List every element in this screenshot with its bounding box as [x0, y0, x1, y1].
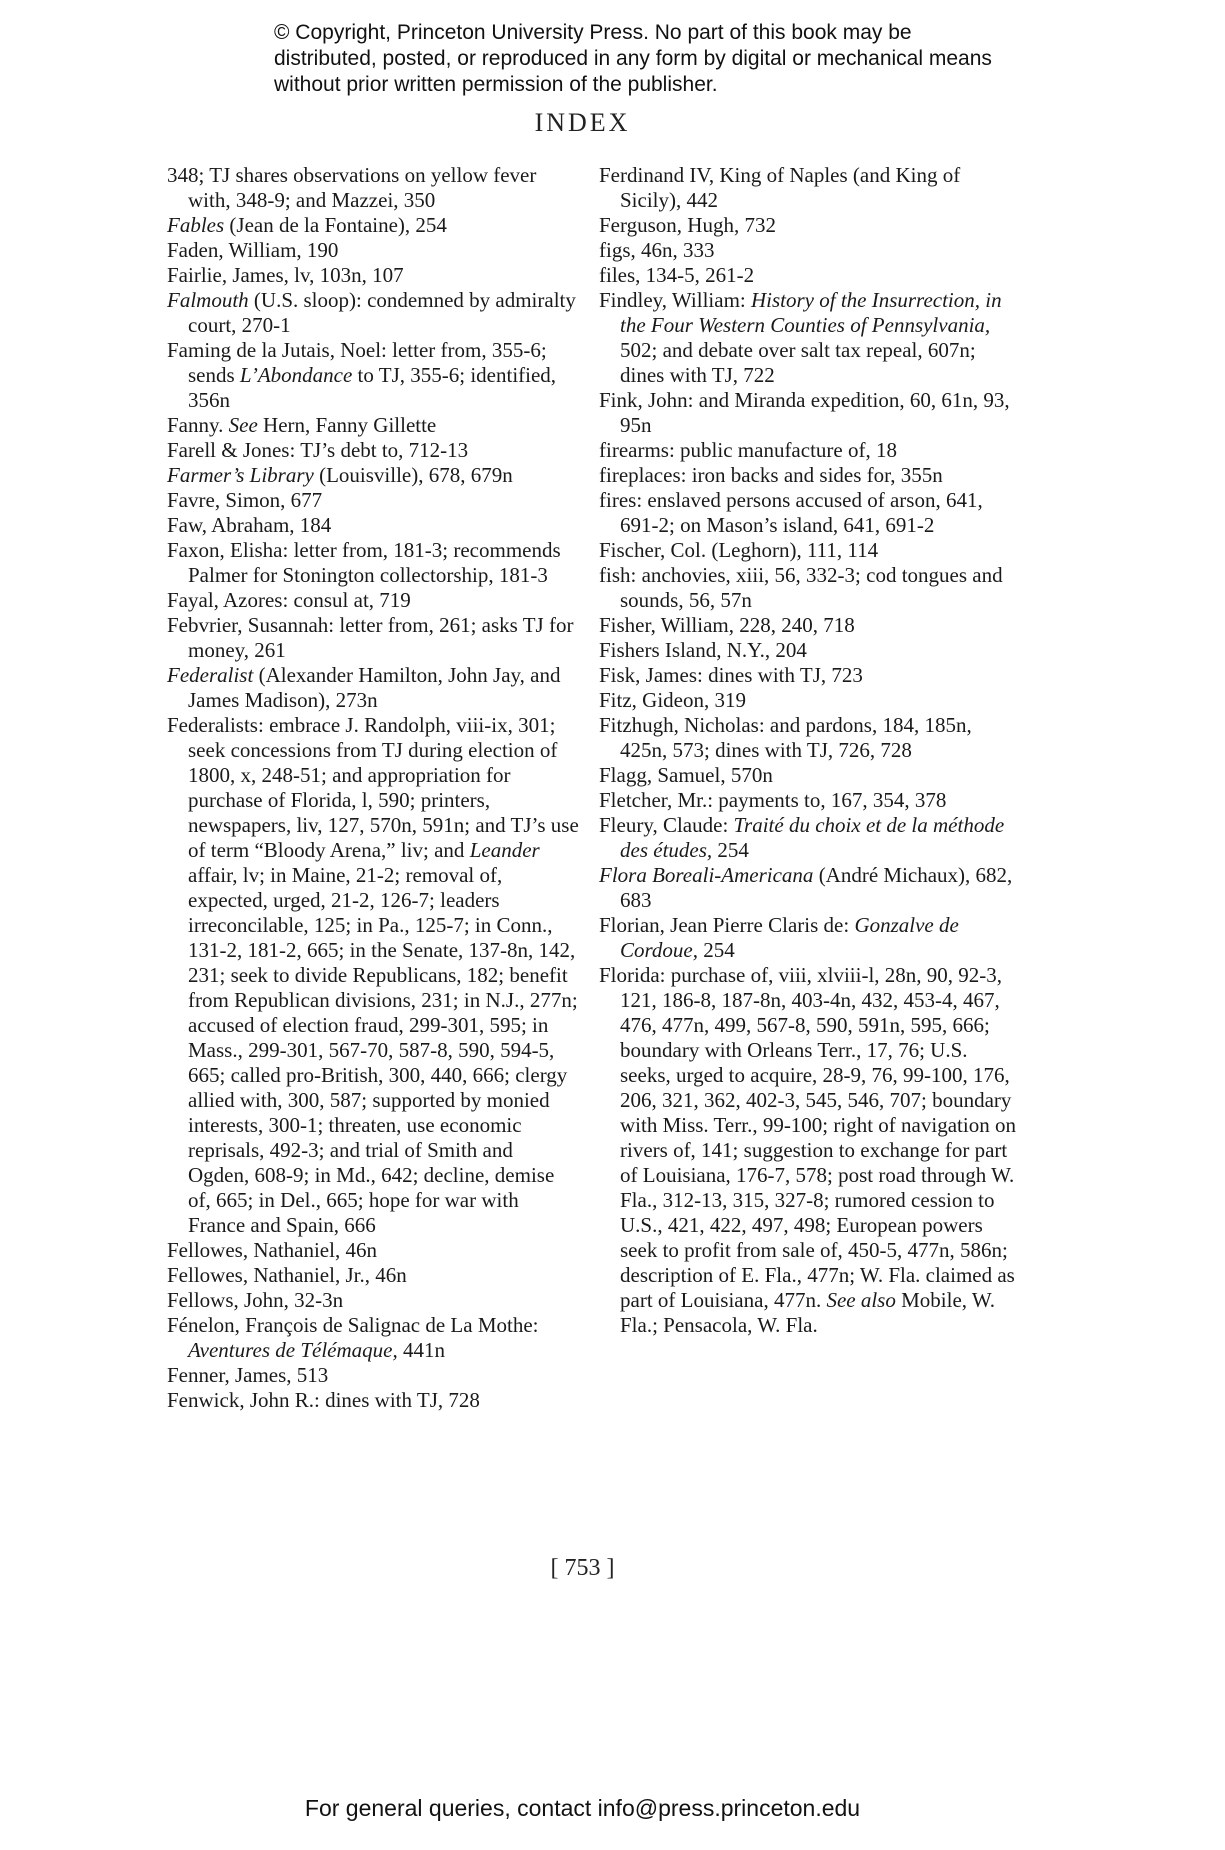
index-entry-text: affair, lv; in Maine, 21-2; removal of, expected, urged, 21-2, 126-7; leaders irreconcilable, 125; in Pa., 125-7; in Conn., 131-2, 181-2, 665; in the Senate, 137-8n, 142, 231; seek to divide Republicans, 182; benefit from Republican divisions, 231; in N.J., 277n; accused of election fraud, 299-301, 595; in Mass., 299-301, 567-70, 587-8, 590, 594-5, 665; called pro-British, 300, 440, 666; clergy allied with, 300, 587; supported by monied interests, 300-1; threaten, use economic reprisals, 492-3; and trial of Smith and Ogden, 608-9; in Md., 642; decline, demise of, 665; in Del., 665; hope for war with France and Spain, 666: [188, 863, 578, 1237]
index-entry: [167, 238, 579, 263]
index-entry-text: 348; TJ shares observations on yellow fever with, 348-9; and Mazzei, 350: [167, 163, 537, 212]
index-entry: [599, 438, 1017, 463]
index-entry: [599, 663, 1017, 688]
index-entry-text: Farell & Jones: TJ’s debt to, 712-13: [167, 438, 469, 462]
index-entry-text: Mobile, W. Fla.; Pensacola, W. Fla.: [620, 1288, 996, 1337]
index-entry: [167, 713, 579, 1238]
index-entry: [167, 538, 579, 588]
index-entry-text: Faxon, Elisha: letter from, 181-3; recommends Palmer for Stonington collectorship, 181-3: [167, 538, 561, 587]
index-entry-text: fires: enslaved persons accused of arson, 641, 691-2; on Mason’s island, 641, 691-2: [599, 488, 983, 537]
index-entry-text: Florida: purchase of, viii, xlviii-l, 28n, 90, 92-3, 121, 186-8, 187-8n, 403-4n, 432, 453-4, 467, 476, 477n, 499, 567-8, 590, 591n, 595, 666; boundary with Orleans Terr., 17, 76; U.S. seeks, urged to acquire, 28-9, 76, 99-100, 176, 206, 321, 362, 402-3, 545, 546, 707; boundary with Miss. Terr., 99-100; right of navigation on rivers of, 141; suggestion to exchange for part of Louisiana, 176-7, 578; post road through W. Fla., 312-13, 315, 327-8; rumored cession to U.S., 421, 422, 497, 498; European powers seek to profit from sale of, 450-5, 477n, 586n; description of E. Fla., 477n; W. Fla. claimed as part of Louisiana, 477n.: [599, 963, 1016, 1312]
index-entry-text: Fayal, Azores: consul at, 719: [167, 588, 411, 612]
index-entry-text: Fisk, James: dines with TJ, 723: [599, 663, 863, 687]
index-entry: [599, 613, 1017, 638]
index-entry: [167, 1363, 579, 1388]
index-entry: [599, 638, 1017, 663]
index-entry-italic-text: See: [228, 413, 258, 437]
index-entry-text: Fenner, James, 513: [167, 1363, 329, 1387]
index-entry-text: Ferguson, Hugh, 732: [599, 213, 776, 237]
index-entry: [167, 288, 579, 338]
index-entry-text: 502; and debate over salt tax repeal, 607n; dines with TJ, 722: [620, 338, 976, 387]
index-entry: [599, 963, 1017, 1338]
index-entry: [599, 563, 1017, 613]
index-entry-text: Faw, Abraham, 184: [167, 513, 332, 537]
index-entry-text: Fleury, Claude:: [599, 813, 734, 837]
index-entry-text: (U.S. sloop): condemned by admiralty court, 270-1: [188, 288, 576, 337]
index-entry-text: Faden, William, 190: [167, 238, 339, 262]
index-entry: [599, 238, 1017, 263]
index-entry: [167, 163, 579, 213]
index-entry-text: (Alexander Hamilton, John Jay, and James Madison), 273n: [188, 663, 561, 712]
index-entry-text: Fletcher, Mr.: payments to, 167, 354, 378: [599, 788, 947, 812]
index-entry-text: Fellowes, Nathaniel, Jr., 46n: [167, 1263, 407, 1287]
index-entry-text: fish: anchovies, xiii, 56, 332-3; cod tongues and sounds, 56, 57n: [599, 563, 1003, 612]
index-entry-text: Findley, William:: [599, 288, 751, 312]
index-column-left: [167, 163, 579, 1413]
index-entry-italic-text: Fables: [167, 213, 225, 237]
index-entry-text: Fitz, Gideon, 319: [599, 688, 746, 712]
index-entry-text: Fellowes, Nathaniel, 46n: [167, 1238, 377, 1262]
index-entry-text: fireplaces: iron backs and sides for, 355n: [599, 463, 943, 487]
index-entry: [167, 263, 579, 288]
index-entry-text: 441n: [397, 1338, 445, 1362]
index-entry-italic-text: Aventures de Télémaque,: [188, 1338, 398, 1362]
index-entry-text: Fénelon, François de Salignac de La Mothe:: [167, 1313, 539, 1337]
index-entry-text: Faming de la Jutais, Noel: letter from, 355-6; sends: [167, 338, 547, 387]
index-entry-text: Hern, Fanny Gillette: [257, 413, 437, 437]
index-entry-text: Fishers Island, N.Y., 204: [599, 638, 807, 662]
index-entry: [599, 213, 1017, 238]
index-entry-text: Fink, John: and Miranda expedition, 60, 61n, 93, 95n: [599, 388, 1010, 437]
index-entry: [167, 1388, 579, 1413]
index-entry-text: Favre, Simon, 677: [167, 488, 323, 512]
page-number: [ 753 ]: [550, 1555, 615, 1581]
index-entry-text: Federalists: embrace J. Randolph, viii-ix, 301; seek concessions from TJ during election of 1800, x, 248-51; and appropriation for purchase of Florida, l, 590; printers, newspapers, liv, 127, 570n, 591n; and TJ’s use of term “Bloody Arena,” liv; and: [167, 713, 579, 862]
index-entry: [167, 1313, 579, 1363]
index-entry: [599, 688, 1017, 713]
index-entry: [599, 913, 1017, 963]
footer-contact: For general queries, contact info@press.princeton.edu: [304, 1795, 861, 1821]
index-entry-text: (Louisville), 678, 679n: [313, 463, 513, 487]
index-entry: [167, 1263, 579, 1288]
index-entry: [599, 813, 1017, 863]
index-entry-italic-text: Leander: [469, 838, 540, 862]
index-entry-text: Florian, Jean Pierre Claris de:: [599, 913, 855, 937]
index-entry-italic-text: See also: [826, 1288, 896, 1312]
index-entry-italic-text: L’Abondance: [239, 363, 353, 387]
index-entry-text: files, 134-5, 261-2: [599, 263, 755, 287]
index-entry: [599, 538, 1017, 563]
index-entry-text: Fitzhugh, Nicholas: and pardons, 184, 185n, 425n, 573; dines with TJ, 726, 728: [599, 713, 972, 762]
index-entry: [599, 713, 1017, 763]
index-entry: [599, 263, 1017, 288]
index-entry-text: Fairlie, James, lv, 103n, 107: [167, 263, 404, 287]
index-entry-text: 254: [712, 838, 749, 862]
index-entry-text: (André Michaux), 682, 683: [620, 863, 1013, 912]
page-title: INDEX: [534, 108, 631, 137]
index-entry: [167, 213, 579, 238]
index-column-right: [599, 163, 1017, 1338]
index-entry-italic-text: History of the Insurrection, in the Four Western Counties of Pennsylvania,: [620, 288, 1002, 337]
index-entry: [599, 788, 1017, 813]
index-entry-text: Fisher, William, 228, 240, 718: [599, 613, 855, 637]
index-entry-text: to TJ, 355-6; identified, 356n: [188, 363, 557, 412]
index-entry-text: Fanny.: [167, 413, 229, 437]
index-entry-text: (Jean de la Fontaine), 254: [224, 213, 447, 237]
index-entry-text: Fellows, John, 32-3n: [167, 1288, 344, 1312]
index-entry-italic-text: Falmouth: [167, 288, 249, 312]
index-entry-italic-text: Flora Boreali-Americana: [599, 863, 814, 887]
index-entry-text: Febvrier, Susannah: letter from, 261; asks TJ for money, 261: [167, 613, 574, 662]
index-entry: [167, 663, 579, 713]
index-entry-text: Flagg, Samuel, 570n: [599, 763, 773, 787]
index-entry: [167, 338, 579, 413]
index-entry: [167, 613, 579, 663]
index-entry-text: Fischer, Col. (Leghorn), 111, 114: [599, 538, 879, 562]
index-entry: [167, 588, 579, 613]
index-entry-italic-text: Gonzalve de Cordoue,: [620, 913, 959, 962]
index-entry: [167, 413, 579, 438]
index-entry: [599, 163, 1017, 213]
index-entry: [167, 463, 579, 488]
index-entry-text: Ferdinand IV, King of Naples (and King of Sicily), 442: [599, 163, 961, 212]
index-entry-italic-text: Federalist: [167, 663, 254, 687]
index-entry: [167, 513, 579, 538]
index-entry: [599, 463, 1017, 488]
index-entry: [167, 1238, 579, 1263]
index-entry-text: firearms: public manufacture of, 18: [599, 438, 897, 462]
index-entry-italic-text: Traité du choix et de la méthode des études,: [620, 813, 1005, 862]
copyright-notice: © Copyright, Princeton University Press. No part of this book may be distributed, posted, or reproduced in any form by digital or mechanical means without prior written permission of the publisher.: [274, 21, 992, 96]
index-entry: [599, 763, 1017, 788]
index-entry: [599, 388, 1017, 438]
index-entry: [599, 488, 1017, 538]
index-entry-text: 254: [697, 938, 735, 962]
index-entry-text: figs, 46n, 333: [599, 238, 715, 262]
index-entry: [167, 1288, 579, 1313]
index-entry: [167, 438, 579, 463]
index-entry: [167, 488, 579, 513]
index-entry: [599, 863, 1017, 913]
index-entry: [599, 288, 1017, 388]
index-entry-text: Fenwick, John R.: dines with TJ, 728: [167, 1388, 480, 1412]
index-entry-italic-text: Farmer’s Library: [167, 463, 314, 487]
